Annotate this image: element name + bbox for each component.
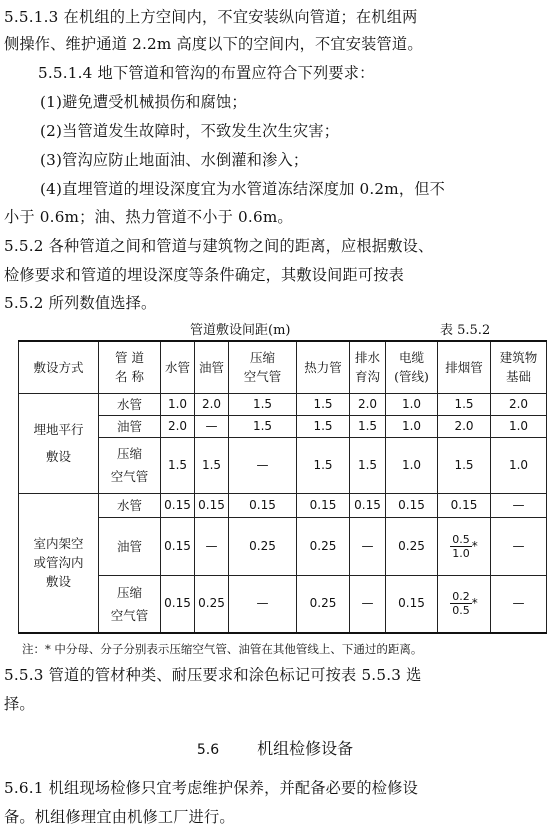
group-label-indoor-2: 或管沟内 <box>33 555 84 571</box>
header-building <box>491 341 547 393</box>
row-pipe-name-top: 压缩 <box>116 446 142 461</box>
header-drain <box>350 341 386 393</box>
para-5-5-1-3-line1: 5.5.1.3 在机组的上方空间内，不宜安装纵向管道；在机组两 <box>4 8 418 26</box>
para-5-6-1-line1: 5.6.1 机组现场检修只宜考虑维护保养，并配备必要的检修设 <box>4 779 418 797</box>
list-item-4-line2: 小于 0.6m；油、热力管道不小于 0.6m。 <box>4 208 293 226</box>
table-cell: 1.0 <box>386 393 438 415</box>
row-pipe-name: 油管 <box>99 517 161 575</box>
row-pipe-name: 油管 <box>99 415 161 437</box>
spacing-table <box>18 340 547 634</box>
list-item-1: (1)避免遭受机械损伤和腐蚀； <box>40 93 247 111</box>
fraction-numerator: 0.5 <box>452 532 470 546</box>
fraction <box>450 533 472 560</box>
header-building-top: 建筑物 <box>499 350 538 366</box>
section-number: 5.6 <box>196 742 220 758</box>
table-cell: 0.25 <box>195 575 229 633</box>
para-5-6-1-line2: 备。机组修理宜由机修工厂进行。 <box>4 808 235 826</box>
table-cell: 2.0 <box>161 415 195 437</box>
header-drain-bottom: 育沟 <box>354 369 380 385</box>
table-cell: 0.25 <box>297 575 350 633</box>
table-row <box>19 437 547 493</box>
table-cell: 1.0 <box>161 393 195 415</box>
table-cell: 1.5 <box>297 415 350 437</box>
header-air <box>229 341 297 393</box>
header-pipe-name <box>99 341 161 393</box>
fraction-mark: * <box>471 538 478 553</box>
fraction-numerator: 0.2 <box>452 590 470 604</box>
row-pipe-name-top: 压缩 <box>116 584 142 600</box>
section-heading <box>0 736 550 759</box>
table-cell-fraction <box>438 575 491 633</box>
row-pipe-name: 水管 <box>99 393 161 415</box>
header-smoke: 排烟管 <box>438 341 491 393</box>
row-pipe-name-bottom: 空气管 <box>110 469 149 484</box>
table-cell: 1.5 <box>297 393 350 415</box>
header-pipe-name-top: 管 道 <box>115 350 144 366</box>
para-5-5-1-3-line2: 侧操作、维护通道 2.2m 高度以下的空间内，不宜安装管道。 <box>4 35 423 53</box>
table-cell: 0.15 <box>161 493 195 517</box>
header-drain-top: 排水 <box>354 350 380 366</box>
table-cell: 1.5 <box>438 437 491 493</box>
table-row <box>19 575 547 633</box>
row-pipe-name <box>99 575 161 633</box>
group-label-buried <box>19 393 99 493</box>
table-row <box>19 415 547 437</box>
table-header-row <box>19 341 547 393</box>
fraction-mark: * <box>471 596 478 611</box>
para-5-5-3-line1: 5.5.3 管道的管材种类、耐压要求和涂色标记可按表 5.5.3 选 <box>4 666 422 684</box>
table-cell: — <box>350 575 386 633</box>
table-cell: 1.5 <box>229 393 297 415</box>
header-pipe-name-bottom: 名 称 <box>115 369 144 385</box>
header-heat: 热力管 <box>297 341 350 393</box>
list-item-3: (3)管沟应防止地面油、水倒灌和渗入； <box>40 151 309 169</box>
table-cell: — <box>229 575 297 633</box>
table-note: 注：* 中分母、分子分别表示压缩空气管、油管在其他管线上、下通过的距离。 <box>22 642 423 656</box>
table-cell: 1.5 <box>438 393 491 415</box>
table-cell: 1.5 <box>161 437 195 493</box>
table-cell: 0.25 <box>386 517 438 575</box>
table-row <box>19 517 547 575</box>
table-caption: 管道敷设间距(m) <box>190 323 291 338</box>
table-cell: 1.5 <box>350 437 386 493</box>
table-cell: 1.0 <box>386 437 438 493</box>
group-label-indoor-3: 敷设 <box>45 574 71 590</box>
table-cell: 1.5 <box>229 415 297 437</box>
list-item-2: (2)当管道发生故障时，不致发生次生灾害； <box>40 122 340 140</box>
table-cell: 2.0 <box>350 393 386 415</box>
para-5-5-1-4-line1: 5.5.1.4 地下管道和管沟的布置应符合下列要求： <box>38 64 375 82</box>
table-cell: — <box>491 493 547 517</box>
group-label-buried-bottom: 敷设 <box>45 449 71 464</box>
table-cell: 0.15 <box>438 493 491 517</box>
table-cell: 1.5 <box>195 437 229 493</box>
header-cable <box>386 341 438 393</box>
table-cell: 2.0 <box>195 393 229 415</box>
header-air-top: 压缩 <box>249 350 275 366</box>
table-cell: 1.5 <box>297 437 350 493</box>
header-method: 敷设方式 <box>19 341 99 393</box>
group-label-buried-top: 埋地平行 <box>33 422 84 437</box>
row-pipe-name: 水管 <box>99 493 161 517</box>
header-cable-top: 电缆 <box>398 350 424 366</box>
para-5-5-2-line1: 5.5.2 各种管道之间和管道与建筑物之间的距离，应根据敷设、 <box>4 237 434 255</box>
row-pipe-name <box>99 437 161 493</box>
table-cell: 0.15 <box>229 493 297 517</box>
table-cell: — <box>491 517 547 575</box>
table-cell: — <box>229 437 297 493</box>
list-item-4-line1: (4)直埋管道的埋设深度宜为水管道冻结深度加 0.2m，但不 <box>40 180 446 198</box>
table-cell: 0.15 <box>386 493 438 517</box>
table-cell: 1.0 <box>491 437 547 493</box>
table-cell: 2.0 <box>491 393 547 415</box>
table-cell: 0.25 <box>229 517 297 575</box>
table-cell: 2.0 <box>438 415 491 437</box>
fraction-denominator: 0.5 <box>452 604 470 618</box>
table-cell: 0.15 <box>297 493 350 517</box>
table-cell-fraction <box>438 517 491 575</box>
para-5-5-2-line3: 5.5.2 所列数值选择。 <box>4 294 157 312</box>
header-cable-bottom: (管线) <box>394 369 429 385</box>
table-cell: 1.0 <box>386 415 438 437</box>
group-label-indoor <box>19 493 99 633</box>
table-row <box>19 393 547 415</box>
table-cell: 0.15 <box>195 493 229 517</box>
table-cell: — <box>350 517 386 575</box>
table-cell: — <box>195 517 229 575</box>
table-number: 表 5.5.2 <box>440 323 491 338</box>
table-cell: 0.25 <box>297 517 350 575</box>
table-cell: 0.15 <box>161 575 195 633</box>
header-building-bottom: 基础 <box>505 369 531 385</box>
header-oil: 油管 <box>195 341 229 393</box>
table-cell: 0.15 <box>386 575 438 633</box>
table-cell: 1.5 <box>350 415 386 437</box>
header-air-bottom: 空气管 <box>243 369 282 385</box>
section-title: 机组检修设备 <box>257 739 354 758</box>
group-label-indoor-1: 室内架空 <box>33 536 84 552</box>
table-row <box>19 493 547 517</box>
table-cell: 1.0 <box>491 415 547 437</box>
row-pipe-name-bottom: 空气管 <box>110 607 149 623</box>
fraction <box>450 590 472 617</box>
table-cell: 0.15 <box>350 493 386 517</box>
table-cell: 0.15 <box>161 517 195 575</box>
para-5-5-3-line2: 择。 <box>4 695 35 713</box>
table-cell: — <box>195 415 229 437</box>
table-cell: — <box>491 575 547 633</box>
header-water: 水管 <box>161 341 195 393</box>
fraction-denominator: 1.0 <box>452 546 470 560</box>
para-5-5-2-line2: 检修要求和管道的埋设深度等条件确定，其敷设间距可按表 <box>4 266 405 284</box>
